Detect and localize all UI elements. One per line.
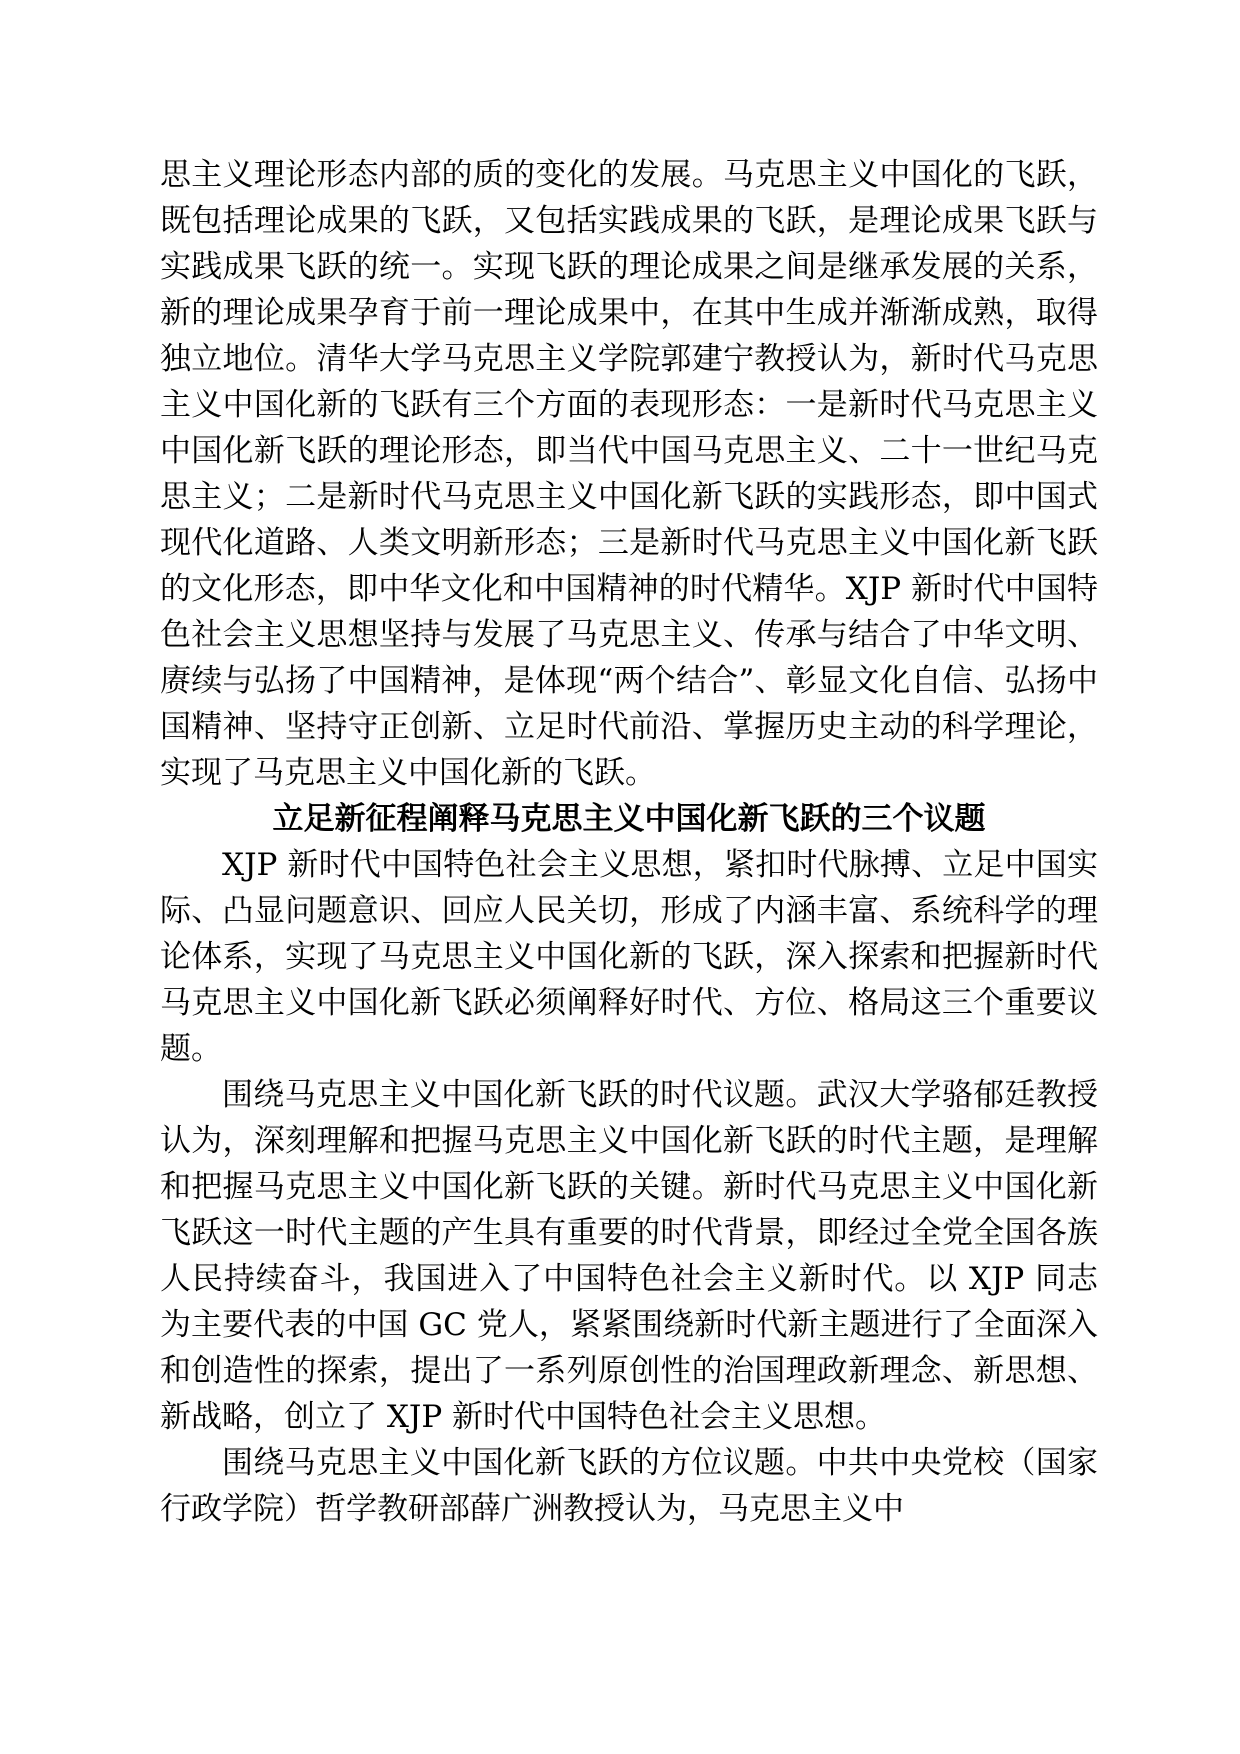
body-paragraph-continued: 思主义理论形态内部的质的变化的发展。马克思主义中国化的飞跃，既包括理论成果的飞跃，又包括实践成果的飞跃，是理论成果飞跃与实践成果飞跃的统一。实现飞跃的理论成果之间是继承发展的关系，新的理论成果孕育于前一理论成果中，在其中生成并渐渐成熟，取得独立地位。清华大学马克思主义学院郭建宁教授认为，新时代马克思主义中国化新的飞跃有三个方面的表现形态：一是新时代马克思主义中国化新飞跃的理论形态，即当代中国马克思主义、二十一世纪马克思主义；二是新时代马克思主义中国化新飞跃的实践形态，即中国式现代化道路、人类文明新形态；三是新时代马克思主义中国化新飞跃的文化形态，即中华文化和中国精神的时代精华。XJP 新时代中国特色社会主义思想坚持与发展了马克思主义、传承与结合了中华文明、赓续与弘扬了中国精神，是体现“两个结合”、彰显文化自信、弘扬中国精神、坚持守正创新、立足时代前沿、掌握历史主动的科学理论，实现了马克思主义中国化新的飞跃。 — [160, 157, 1098, 791]
body-paragraph-era-topic: 围绕马克思主义中国化新飞跃的时代议题。武汉大学骆郁廷教授认为，深刻理解和把握马克思主义中国化新飞跃的时代主题，是理解和把握马克思主义中国化新飞跃的关键。新时代马克思主义中国化新飞跃这一时代主题的产生具有重要的时代背景，即经过全党全国各族人民持续奋斗，我国进入了中国特色社会主义新时代。以 XJP 同志为主要代表的中国 GC 党人，紧紧围绕新时代新主题进行了全面深入和创造性的探索，提出了一系列原创性的治国理政新理念、新思想、新战略，创立了 XJP 新时代中国特色社会主义思想。 — [160, 1077, 1098, 1435]
body-paragraph-position-topic: 围绕马克思主义中国化新飞跃的方位议题。中共中央党校（国家行政学院）哲学教研部薛广洲教授认为，马克思主义中 — [160, 1445, 1098, 1527]
section-heading: 立足新征程阐释马克思主义中国化新飞跃的三个议题 — [272, 801, 986, 837]
document-page — [160, 152, 1098, 1532]
body-paragraph-intro: XJP 新时代中国特色社会主义思想，紧扣时代脉搏、立足中国实际、凸显问题意识、回应人民关切，形成了内涵丰富、系统科学的理论体系，实现了马克思主义中国化新的飞跃，深入探索和把握新时代马克思主义中国化新飞跃必须阐释好时代、方位、格局这三个重要议题。 — [160, 847, 1098, 1067]
